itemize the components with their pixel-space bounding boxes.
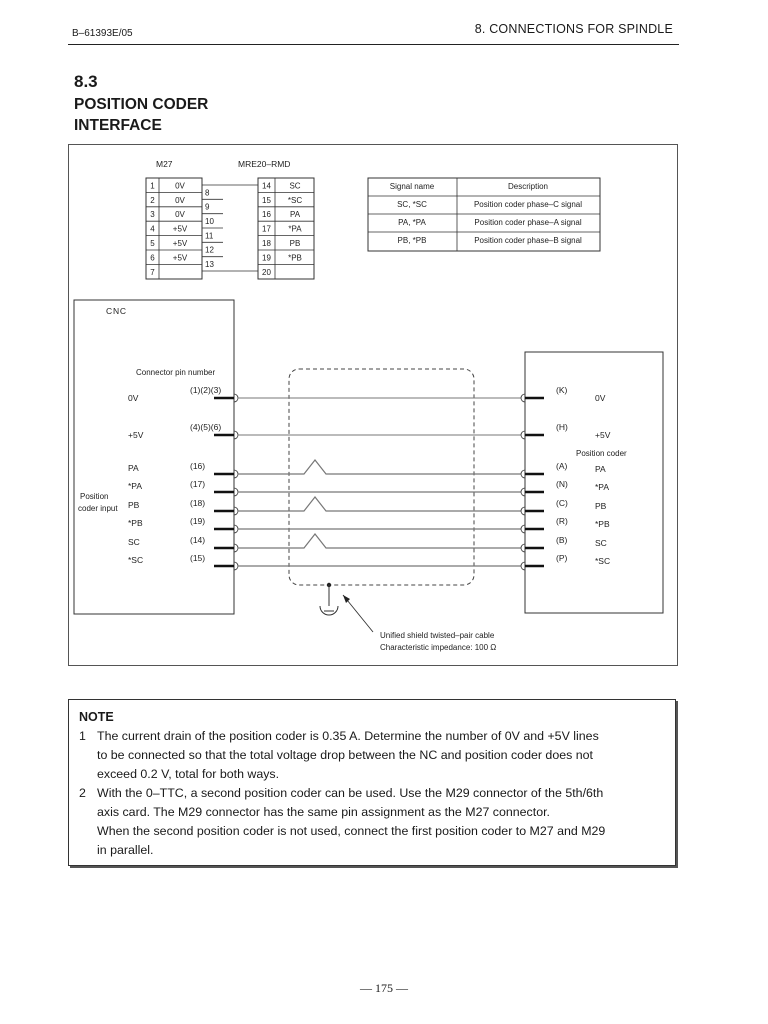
note-number: 1: [79, 729, 86, 743]
pin-signal: *SC: [287, 195, 303, 205]
section-number: 8.3: [74, 72, 98, 91]
position-coder-input-label: coder input: [78, 504, 118, 513]
note-line: to be connected so that the total voltage drop between the NC and position coder does not: [97, 748, 593, 762]
note-number: 2: [79, 786, 86, 800]
cnc-pin-number: (18): [190, 498, 206, 508]
signal-wire: [238, 460, 521, 474]
pin-connector-table: [146, 159, 314, 279]
pin-signal: +5V: [172, 239, 188, 248]
signal-wire: [238, 497, 521, 511]
signal-table-header-name: Signal name: [389, 182, 435, 191]
connection-diagram: [68, 144, 678, 666]
m27-label: M27: [156, 159, 173, 169]
signal-table-cell: PA, *PA: [398, 218, 426, 227]
coder-signal-name: PA: [595, 464, 606, 474]
cnc-signal-name: PB: [128, 500, 140, 510]
pin-number: 8: [205, 188, 210, 198]
pin-signal: *PB: [288, 253, 302, 263]
note-box: [68, 699, 676, 866]
signal-table-cell: Position coder phase–C signal: [473, 200, 583, 209]
note-line: axis card. The M29 connector has the same pin assignment as the M27 connector.: [97, 805, 550, 819]
pin-number: 15: [262, 195, 271, 205]
position-coder-box: [525, 352, 663, 613]
coder-pin-letter: (A): [556, 461, 568, 471]
cnc-pin-number: (4)(5)(6): [190, 422, 222, 432]
signal-table: [368, 178, 600, 251]
cable-note-line1: Unified shield twisted–pair cable: [380, 631, 495, 640]
note-line: The current drain of the position coder is 0.35 A. Determine the number of 0V and +5V lines: [97, 729, 599, 743]
coder-pin-letter: (K): [556, 385, 568, 395]
pin-number: 5: [150, 239, 155, 248]
signal-table-cell: SC, *SC: [397, 200, 427, 209]
cnc-pin-number: (15): [190, 553, 206, 563]
coder-signal-name: PB: [595, 501, 607, 511]
pin-number: 17: [262, 224, 271, 234]
cnc-box: [74, 300, 234, 614]
cnc-pin-number: (1)(2)(3): [190, 385, 222, 395]
pin-number: 1: [150, 181, 155, 191]
pin-number: 9: [205, 202, 210, 212]
cnc-signal-name: *PA: [128, 481, 143, 491]
cnc-signal-name: PA: [128, 463, 139, 473]
header-rule: [68, 44, 679, 45]
pin-signal: 0V: [175, 210, 185, 220]
coder-pin-letter: (N): [556, 479, 568, 489]
coder-signal-name: *PB: [595, 519, 610, 529]
signal-wires: [128, 385, 611, 570]
pin-number: 7: [150, 267, 155, 277]
pin-number: 3: [150, 210, 155, 220]
note-item-1: [79, 727, 665, 784]
pin-signal: PA: [289, 210, 301, 220]
signal-table-header-desc: Description: [507, 182, 549, 191]
coder-pin-letter: (R): [556, 516, 568, 526]
position-coder-input-label: Position: [80, 492, 109, 501]
cnc-signal-name: SC: [128, 537, 140, 547]
mre20-label: MRE20–RMD: [238, 159, 291, 169]
pin-number: 20: [262, 267, 271, 277]
pin-signal: 0V: [175, 181, 185, 191]
coder-signal-name: SC: [595, 538, 607, 548]
coder-pin-letter: (B): [556, 535, 568, 545]
pin-signal: SC: [289, 181, 301, 191]
cnc-pin-number: (17): [190, 479, 206, 489]
position-coder-label: Position coder: [576, 449, 627, 458]
note-title: NOTE: [79, 710, 114, 724]
cnc-signal-name: +5V: [128, 430, 144, 440]
signal-table-cell: Position coder phase–A signal: [474, 218, 582, 227]
pin-number: 6: [150, 253, 155, 263]
pin-signal: *PA: [288, 224, 302, 234]
cnc-signal-name: *SC: [128, 555, 144, 565]
signal-table-cell: Position coder phase–B signal: [474, 236, 582, 245]
pin-number: 18: [262, 239, 271, 248]
connector-pin-number-label: Connector pin number: [136, 368, 216, 377]
pin-number: 4: [150, 224, 155, 234]
note-item-2: [79, 784, 665, 860]
section-title-line2: INTERFACE: [74, 117, 162, 134]
coder-pin-letter: (H): [556, 422, 568, 432]
pin-signal: +5V: [172, 224, 188, 234]
cable-note-line2: Characteristic impedance: 100 Ω: [380, 643, 497, 652]
coder-pin-letter: (P): [556, 553, 568, 563]
coder-signal-name: *PA: [595, 482, 610, 492]
pin-signal: 0V: [175, 195, 185, 205]
coder-signal-name: *SC: [595, 556, 611, 566]
pin-number: 10: [205, 217, 214, 226]
document-id: B–61393E/05: [72, 28, 133, 39]
cnc-signal-name: 0V: [128, 393, 139, 403]
coder-signal-name: 0V: [595, 393, 606, 403]
cable-shield: [289, 369, 474, 585]
pin-signal: +5V: [172, 253, 188, 263]
figure-border: [69, 145, 678, 666]
pin-number: 11: [205, 231, 214, 241]
pin-number: 13: [205, 260, 214, 269]
signal-wire: [238, 534, 521, 548]
note-line: When the second position coder is not used, connect the first position coder to M27 and M29: [97, 824, 606, 838]
ground-symbol: [320, 583, 338, 615]
page-number: — 175 —: [360, 981, 408, 995]
cnc-pin-number: (14): [190, 535, 206, 545]
pin-number: 19: [262, 253, 271, 263]
cnc-pin-number: (19): [190, 516, 206, 526]
coder-signal-name: +5V: [595, 430, 611, 440]
pin-signal: PB: [289, 239, 301, 248]
cnc-pin-number: (16): [190, 461, 206, 471]
pin-number: 2: [150, 195, 155, 205]
pin-number: 14: [262, 181, 271, 191]
chapter-title: 8. CONNECTIONS FOR SPINDLE: [474, 22, 673, 36]
cnc-signal-name: *PB: [128, 518, 143, 528]
pin-number: 16: [262, 210, 271, 220]
cnc-label: CNC: [106, 306, 127, 316]
note-line: exceed 0.2 V, total for both ways.: [97, 767, 280, 781]
coder-pin-letter: (C): [556, 498, 568, 508]
note-line: in parallel.: [97, 843, 154, 857]
pin-number: 12: [205, 245, 214, 255]
section-title-line1: POSITION CODER: [74, 96, 209, 113]
note-line: With the 0–TTC, a second position coder can be used. Use the M29 connector of the 5th/6th: [97, 786, 604, 800]
signal-table-cell: PB, *PB: [397, 236, 427, 245]
